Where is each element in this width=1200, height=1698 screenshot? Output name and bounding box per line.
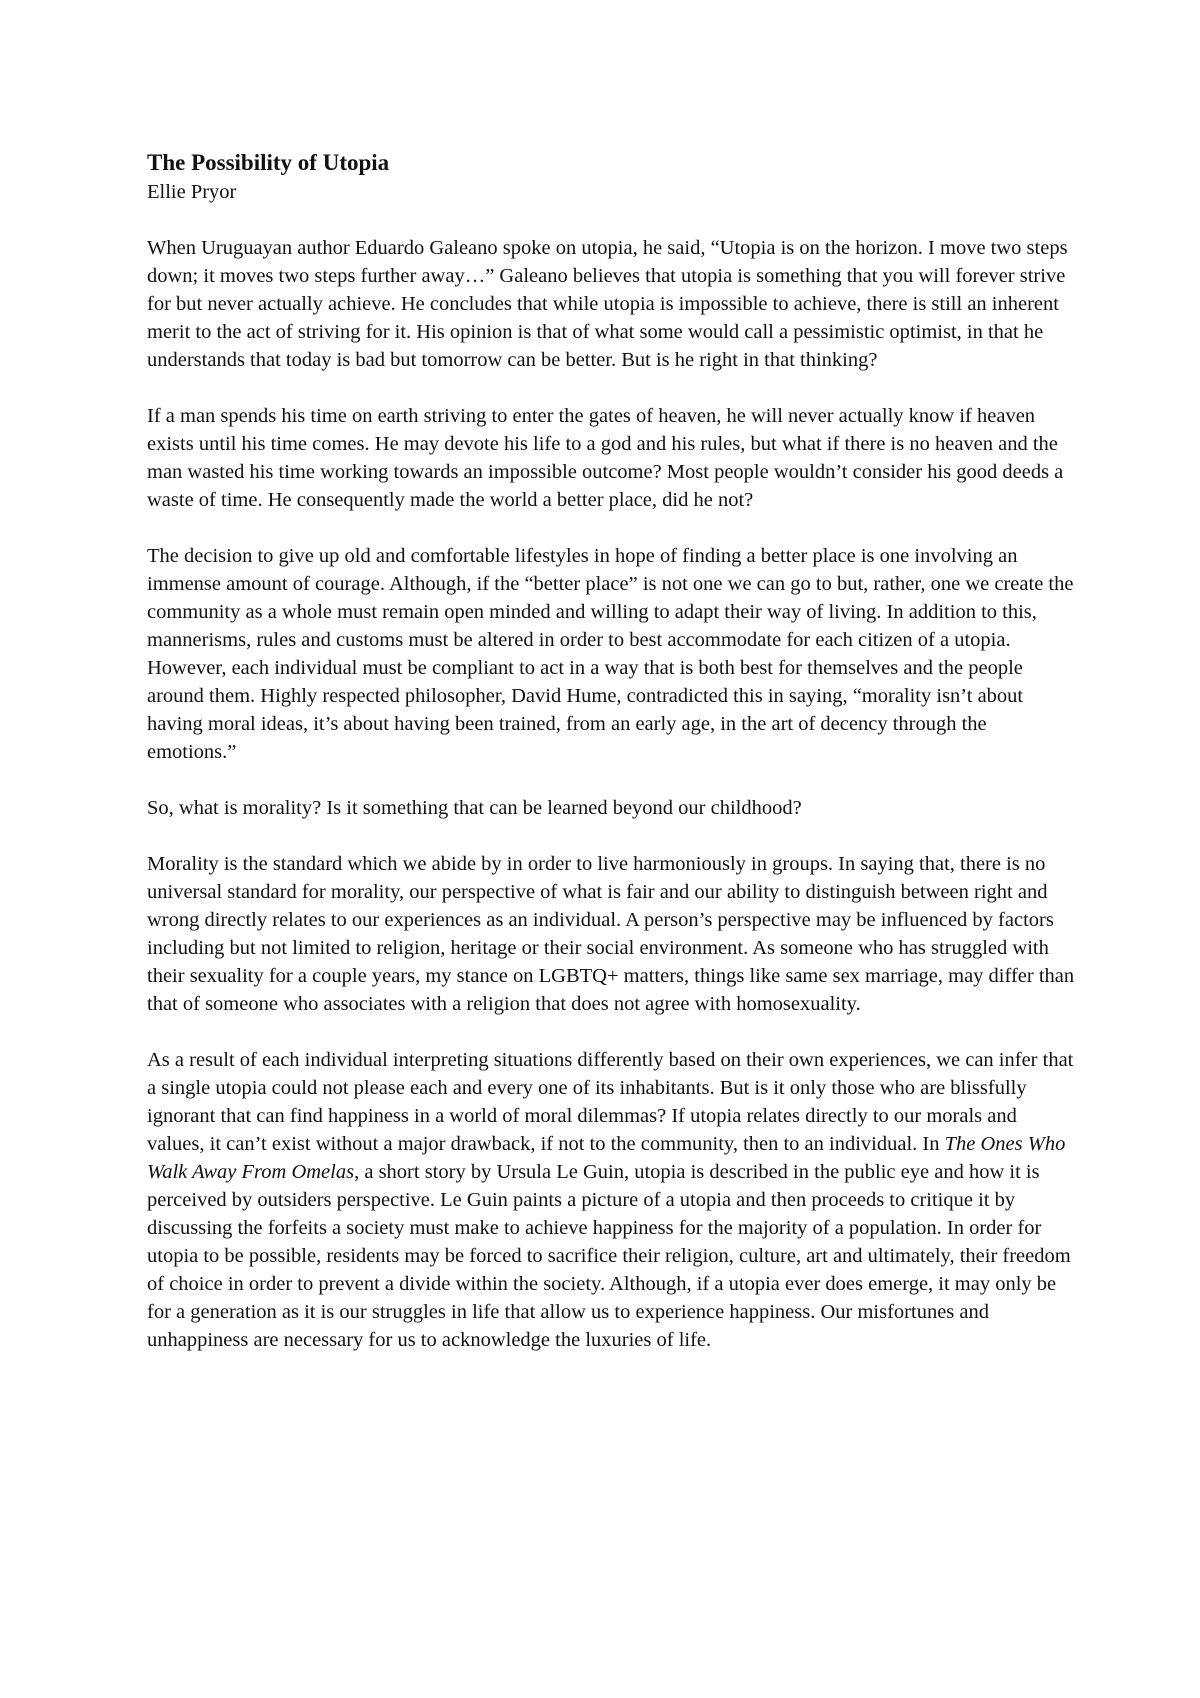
paragraph-3: The decision to give up old and comfortable lifestyles in hope of finding a better place is one involving an immense amount of courage. Although, if the “better place” is not one we can go to but, rather, one we create the community as a whole must remain open minded and willing to adapt their way of living. In addition to this, mannerisms, rules and customs must be altered in order to best accommodate for each citizen of a utopia. However, each individual must be compliant to act in a way that is both best for themselves and the people around them. Highly respected philosopher, David Hume, contradicted this in saying, “morality isn’t about having moral ideas, it’s about having been trained, from an early age, in the art of decency through the emotions.” (147, 545, 1074, 763)
paragraph-2: If a man spends his time on earth striving to enter the gates of heaven, he will never actually know if heaven exists until his time comes. He may devote his life to a god and his rules, but what if there is no heaven and the man wasted his time working towards an impossible outcome? Most people wouldn’t consider his good deeds a waste of time. He consequently made the world a better place, did he not? (147, 405, 1064, 511)
paragraph-6-text-end: , a short story by Ursula Le Guin, utopia is described in the public eye and how it is perceived by outsiders perspective. Le Guin paints a picture of a utopia and then proceeds to critique it by discussing the forfeits a society must make to achieve happiness for the majority of a population. In order for utopia to be possible, residents may be forced to sacrifice their religion, culture, art and ultimately, their freedom of choice in order to prevent a divide within the society. Although, if a utopia ever does emerge, it may only be for a generation as it is our struggles in life that allow us to experience happiness. Our misfortunes and unhappiness are necessary for us to acknowledge the luxuries of life. (147, 1161, 1071, 1351)
paragraph-1: When Uruguayan author Eduardo Galeano spoke on utopia, he said, “Utopia is on the horizon. I move two steps down; it moves two steps further away…” Galeano believes that utopia is something that you will forever strive for but never actually achieve. He concludes that while utopia is impossible to achieve, there is still an inherent merit to the act of striving for it. His opinion is that of what some would call a pessimistic optimist, in that he understands that today is bad but tomorrow can be better. But is he right in that thinking? (147, 237, 1068, 371)
paragraph-5: Morality is the standard which we abide by in order to live harmoniously in groups. In saying that, there is no universal standard for morality, our perspective of what is fair and our ability to distinguish between right and wrong directly relates to our experiences as an individual. A person’s perspective may be influenced by factors including but not limited to religion, heritage or their social environment. As someone who has struggled with their sexuality for a couple years, my stance on LGBTQ+ matters, things like same sex marriage, may differ than that of someone who associates with a religion that does not agree with homosexuality. (147, 853, 1075, 1015)
document-title: The Possibility of Utopia (147, 150, 390, 175)
document-body (147, 148, 1077, 1354)
author-name: Ellie Pryor (147, 181, 237, 203)
book-title: The Ones Who Walk Away From Omelas (147, 1133, 1066, 1183)
paragraph-4: So, what is morality? Is it something that can be learned beyond our childhood? (147, 797, 802, 819)
paragraph-6-text-start: As a result of each individual interpreting situations differently based on their own experiences, we can infer that a single utopia could not please each and every one of its inhabitants. But is it only those who are blissfully ignorant that can find happiness in a world of moral dilemmas? If utopia relates directly to our morals and values, it can’t exist without a major drawback, if not to the community, then to an individual. In (147, 1049, 1074, 1155)
paragraph-6 (147, 1046, 1077, 1354)
